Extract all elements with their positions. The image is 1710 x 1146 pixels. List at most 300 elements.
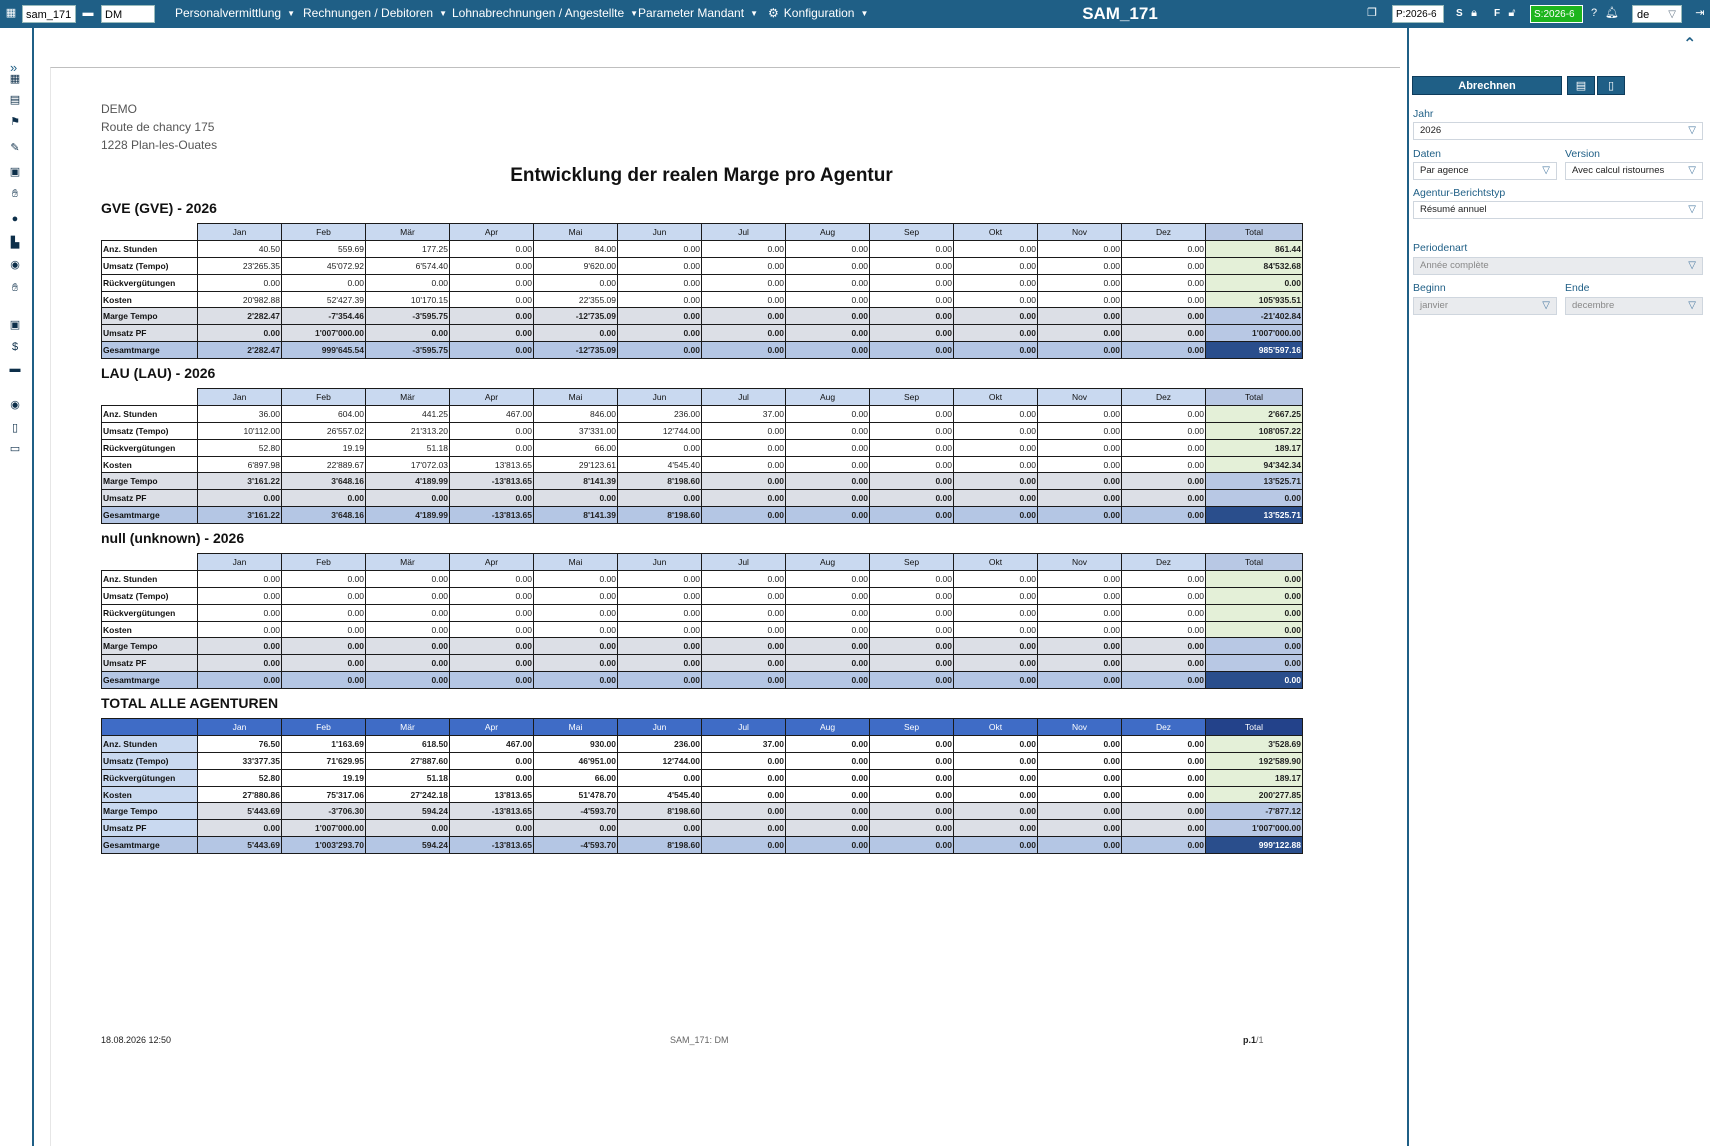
month-header: Mai bbox=[534, 554, 618, 571]
collapse-up-icon[interactable]: ⌃ bbox=[1683, 36, 1697, 53]
value-cell: 0.00 bbox=[1038, 638, 1122, 655]
value-cell: 0.00 bbox=[870, 769, 954, 786]
value-cell: 0.00 bbox=[786, 325, 870, 342]
value-cell: 0.00 bbox=[870, 490, 954, 507]
value-cell: 10'170.15 bbox=[366, 291, 450, 308]
value-cell: 36.00 bbox=[198, 405, 282, 422]
value-cell: 0.00 bbox=[870, 820, 954, 837]
value-cell: 0.00 bbox=[450, 240, 534, 257]
month-header: Feb bbox=[282, 554, 366, 571]
menu-parameter-mandant[interactable]: Parameter Mandant ▼ bbox=[638, 0, 758, 28]
pencil-icon[interactable]: ✎ bbox=[10, 142, 20, 154]
value-cell: 0.00 bbox=[1122, 490, 1206, 507]
berichtstyp-select[interactable]: Résumé annuel ▽ bbox=[1413, 201, 1703, 219]
value-cell: 37.00 bbox=[702, 735, 786, 752]
value-cell: 0.00 bbox=[450, 638, 534, 655]
value-cell: 22'889.67 bbox=[282, 456, 366, 473]
value-cell: 51'478.70 bbox=[534, 786, 618, 803]
value-cell: 4'545.40 bbox=[618, 786, 702, 803]
value-cell: 0.00 bbox=[870, 604, 954, 621]
value-cell: 0.00 bbox=[786, 291, 870, 308]
value-cell: 0.00 bbox=[786, 240, 870, 257]
table-row bbox=[102, 786, 1303, 803]
file-export-button[interactable] bbox=[1597, 76, 1625, 95]
calendar-icon[interactable]: ▤ bbox=[9, 94, 21, 106]
value-cell: 0.00 bbox=[702, 604, 786, 621]
month-header: Dez bbox=[1122, 719, 1206, 736]
value-cell: 0.00 bbox=[1038, 325, 1122, 342]
value-cell: 0.00 bbox=[366, 638, 450, 655]
row-label: Gesamtmarge bbox=[102, 672, 198, 689]
value-cell: 0.00 bbox=[1038, 405, 1122, 422]
value-cell: -3'706.30 bbox=[282, 803, 366, 820]
month-header: Nov bbox=[1038, 389, 1122, 406]
company-name: DEMO bbox=[101, 102, 137, 116]
value-cell: 0.00 bbox=[534, 587, 618, 604]
document-icon[interactable]: ▯ bbox=[11, 422, 19, 434]
value-cell: 0.00 bbox=[1038, 291, 1122, 308]
id-card-icon[interactable]: ▣ bbox=[9, 166, 21, 178]
table-row bbox=[102, 752, 1303, 769]
value-cell: 13'813.65 bbox=[450, 786, 534, 803]
value-cell: 0.00 bbox=[618, 621, 702, 638]
footer-center: SAM_171: DM bbox=[670, 1035, 729, 1045]
value-cell: 0.00 bbox=[702, 257, 786, 274]
value-cell: 0.00 bbox=[366, 604, 450, 621]
value-cell: 0.00 bbox=[1122, 325, 1206, 342]
value-cell: 0.00 bbox=[366, 274, 450, 291]
month-header: Jun bbox=[618, 554, 702, 571]
value-cell: 0.00 bbox=[702, 240, 786, 257]
value-cell: 0.00 bbox=[870, 325, 954, 342]
value-cell: 0.00 bbox=[366, 490, 450, 507]
row-label: Kosten bbox=[102, 291, 198, 308]
month-header: Mai bbox=[534, 224, 618, 241]
table-row bbox=[102, 587, 1303, 604]
value-cell: 0.00 bbox=[786, 342, 870, 359]
value-cell: 0.00 bbox=[702, 655, 786, 672]
month-header: Nov bbox=[1038, 224, 1122, 241]
value-cell: 0.00 bbox=[870, 405, 954, 422]
value-cell: 0.00 bbox=[786, 405, 870, 422]
total-cell: 999'122.88 bbox=[1206, 837, 1303, 854]
value-cell: 0.00 bbox=[870, 291, 954, 308]
value-cell: 0.00 bbox=[954, 291, 1038, 308]
table-row bbox=[102, 291, 1303, 308]
month-header: Mai bbox=[534, 719, 618, 736]
month-header: Dez bbox=[1122, 224, 1206, 241]
value-cell: 0.00 bbox=[702, 638, 786, 655]
user-input[interactable]: DM bbox=[101, 5, 155, 23]
menu-personalvermittlung[interactable]: Personalvermittlung ▼ bbox=[175, 0, 295, 28]
chevron-down-icon: ▽ bbox=[1688, 300, 1696, 311]
value-cell: 0.00 bbox=[366, 587, 450, 604]
value-cell: 0.00 bbox=[1122, 570, 1206, 587]
value-cell: 66.00 bbox=[534, 769, 618, 786]
value-cell: 51.18 bbox=[366, 769, 450, 786]
table-row bbox=[102, 405, 1303, 422]
header-corner bbox=[102, 389, 198, 406]
value-cell: -13'813.65 bbox=[450, 507, 534, 524]
total-cell: 0.00 bbox=[1206, 274, 1303, 291]
total-cell: 861.44 bbox=[1206, 240, 1303, 257]
total-cell: 0.00 bbox=[1206, 621, 1303, 638]
calculator-icon[interactable]: ▦ bbox=[5, 7, 17, 19]
dollar-icon[interactable]: $ bbox=[11, 341, 19, 353]
value-cell: 0.00 bbox=[702, 672, 786, 689]
abrechnen-button[interactable]: Abrechnen bbox=[1412, 76, 1562, 95]
expand-icon[interactable]: » bbox=[10, 60, 18, 75]
row-label: Anz. Stunden bbox=[102, 735, 198, 752]
row-label: Umsatz PF bbox=[102, 490, 198, 507]
total-cell: 0.00 bbox=[1206, 587, 1303, 604]
value-cell: 0.00 bbox=[1038, 342, 1122, 359]
value-cell: 999'645.54 bbox=[282, 342, 366, 359]
value-cell: 0.00 bbox=[786, 422, 870, 439]
month-header: Mär bbox=[366, 554, 450, 571]
header-corner bbox=[102, 224, 198, 241]
total-cell: 13'525.71 bbox=[1206, 507, 1303, 524]
row-label: Gesamtmarge bbox=[102, 342, 198, 359]
value-cell: 0.00 bbox=[1038, 439, 1122, 456]
total-cell: 0.00 bbox=[1206, 672, 1303, 689]
language-select[interactable]: de ▽ bbox=[1632, 5, 1682, 23]
total-cell: 189.17 bbox=[1206, 769, 1303, 786]
value-cell: 0.00 bbox=[870, 439, 954, 456]
value-cell: 0.00 bbox=[198, 490, 282, 507]
value-cell: 0.00 bbox=[786, 604, 870, 621]
value-cell: 5'443.69 bbox=[198, 837, 282, 854]
row-label: Umsatz PF bbox=[102, 655, 198, 672]
value-cell: 0.00 bbox=[1038, 655, 1122, 672]
value-cell: 0.00 bbox=[1122, 587, 1206, 604]
value-cell: 0.00 bbox=[954, 439, 1038, 456]
value-cell: 0.00 bbox=[1122, 786, 1206, 803]
company-address bbox=[101, 100, 217, 154]
value-cell: 0.00 bbox=[786, 672, 870, 689]
chevron-down-icon: ▼ bbox=[630, 9, 639, 18]
value-cell: 0.00 bbox=[954, 456, 1038, 473]
value-cell: 0.00 bbox=[702, 342, 786, 359]
value-cell: 0.00 bbox=[450, 342, 534, 359]
table-row bbox=[102, 342, 1303, 359]
value-cell: 46'951.00 bbox=[534, 752, 618, 769]
value-cell: 52.80 bbox=[198, 439, 282, 456]
value-cell: 0.00 bbox=[450, 752, 534, 769]
value-cell: 0.00 bbox=[366, 621, 450, 638]
unlock-icon[interactable]: 🔓︎ bbox=[1508, 7, 1516, 19]
value-cell: 0.00 bbox=[450, 274, 534, 291]
value-cell: 0.00 bbox=[702, 308, 786, 325]
table-row bbox=[102, 621, 1303, 638]
value-cell: 0.00 bbox=[450, 291, 534, 308]
value-cell: 0.00 bbox=[618, 257, 702, 274]
total-cell: 3'528.69 bbox=[1206, 735, 1303, 752]
month-header: Dez bbox=[1122, 554, 1206, 571]
value-cell: 0.00 bbox=[1122, 655, 1206, 672]
month-header: Okt bbox=[954, 554, 1038, 571]
version-label: Version bbox=[1565, 148, 1601, 160]
chevron-down-icon: ▼ bbox=[439, 9, 448, 18]
total-cell: 0.00 bbox=[1206, 655, 1303, 672]
value-cell: 467.00 bbox=[450, 405, 534, 422]
month-header: Nov bbox=[1038, 554, 1122, 571]
period-p-field[interactable]: P:2026-6 bbox=[1392, 5, 1444, 23]
left-sidebar bbox=[0, 28, 34, 1146]
help-icon[interactable]: ? bbox=[1590, 7, 1598, 19]
value-cell: 559.69 bbox=[282, 240, 366, 257]
month-header: Jun bbox=[618, 719, 702, 736]
value-cell: -13'813.65 bbox=[450, 803, 534, 820]
value-cell: 0.00 bbox=[1122, 473, 1206, 490]
value-cell: 0.00 bbox=[954, 604, 1038, 621]
row-label: Marge Tempo bbox=[102, 473, 198, 490]
value-cell: -12'735.09 bbox=[534, 342, 618, 359]
windows-icon[interactable]: ❐ bbox=[1367, 7, 1377, 19]
month-header: Jan bbox=[198, 554, 282, 571]
value-cell: 0.00 bbox=[534, 274, 618, 291]
month-header: Apr bbox=[450, 389, 534, 406]
wallet-icon[interactable]: ▬ bbox=[9, 363, 21, 375]
value-cell: 0.00 bbox=[870, 257, 954, 274]
section-title: LAU (LAU) - 2026 bbox=[101, 365, 216, 381]
value-cell: 0.00 bbox=[870, 570, 954, 587]
table-row bbox=[102, 240, 1303, 257]
value-cell: 0.00 bbox=[198, 570, 282, 587]
month-header: Jan bbox=[198, 719, 282, 736]
value-cell: 0.00 bbox=[702, 837, 786, 854]
value-cell: 930.00 bbox=[534, 735, 618, 752]
value-cell: 594.24 bbox=[366, 803, 450, 820]
value-cell: 0.00 bbox=[198, 672, 282, 689]
value-cell: 20'982.88 bbox=[198, 291, 282, 308]
hand-money-icon[interactable]: ✋︎ bbox=[11, 188, 19, 200]
value-cell: 0.00 bbox=[870, 456, 954, 473]
value-cell: 0.00 bbox=[618, 672, 702, 689]
total-cell: -21'402.84 bbox=[1206, 308, 1303, 325]
value-cell: 0.00 bbox=[618, 604, 702, 621]
menu-konfiguration[interactable]: ⚙ Konfiguration ▼ bbox=[768, 0, 868, 28]
table-row bbox=[102, 604, 1303, 621]
value-cell: 0.00 bbox=[618, 342, 702, 359]
month-header: Sep bbox=[870, 719, 954, 736]
value-cell: 0.00 bbox=[702, 507, 786, 524]
value-cell: 0.00 bbox=[1122, 291, 1206, 308]
value-cell: 0.00 bbox=[870, 473, 954, 490]
total-cell: 108'057.22 bbox=[1206, 422, 1303, 439]
value-cell: 19.19 bbox=[282, 439, 366, 456]
month-header: Mär bbox=[366, 224, 450, 241]
value-cell: 0.00 bbox=[534, 672, 618, 689]
value-cell: 0.00 bbox=[870, 672, 954, 689]
value-cell: 0.00 bbox=[954, 820, 1038, 837]
month-header: Apr bbox=[450, 719, 534, 736]
value-cell: 1'003'293.70 bbox=[282, 837, 366, 854]
value-cell: 0.00 bbox=[1038, 735, 1122, 752]
total-cell: 13'525.71 bbox=[1206, 473, 1303, 490]
table-header-row bbox=[102, 719, 1303, 736]
value-cell: 0.00 bbox=[702, 274, 786, 291]
value-cell: 0.00 bbox=[1122, 274, 1206, 291]
value-cell: 0.00 bbox=[954, 752, 1038, 769]
total-cell: 84'532.68 bbox=[1206, 257, 1303, 274]
pdf-export-button[interactable] bbox=[1567, 76, 1595, 95]
value-cell: 0.00 bbox=[1122, 405, 1206, 422]
logout-icon[interactable]: ⇥ bbox=[1695, 7, 1705, 19]
value-cell: 37.00 bbox=[702, 405, 786, 422]
value-cell: 0.00 bbox=[450, 570, 534, 587]
value-cell: 0.00 bbox=[1122, 769, 1206, 786]
row-label: Kosten bbox=[102, 786, 198, 803]
total-cell: 192'589.90 bbox=[1206, 752, 1303, 769]
total-header: Total bbox=[1206, 554, 1303, 571]
value-cell: 0.00 bbox=[954, 735, 1038, 752]
value-cell: 0.00 bbox=[618, 325, 702, 342]
daten-select[interactable]: Par agence ▽ bbox=[1413, 162, 1557, 180]
value-cell: 84.00 bbox=[534, 240, 618, 257]
menu-rechnungen[interactable]: Rechnungen / Debitoren ▼ bbox=[303, 0, 447, 28]
value-cell: 0.00 bbox=[870, 422, 954, 439]
value-cell: 0.00 bbox=[786, 456, 870, 473]
value-cell: 0.00 bbox=[954, 621, 1038, 638]
value-cell: 0.00 bbox=[282, 274, 366, 291]
lock-icon[interactable]: 🔒︎ bbox=[1471, 7, 1477, 19]
value-cell: 0.00 bbox=[450, 308, 534, 325]
agency-table bbox=[101, 223, 1303, 359]
value-cell: 1'007'000.00 bbox=[282, 325, 366, 342]
value-cell: 0.00 bbox=[786, 621, 870, 638]
month-header: Jun bbox=[618, 224, 702, 241]
value-cell: 3'648.16 bbox=[282, 507, 366, 524]
value-cell: 0.00 bbox=[786, 803, 870, 820]
value-cell: 0.00 bbox=[198, 274, 282, 291]
value-cell: 0.00 bbox=[1122, 672, 1206, 689]
row-label: Rückvergütungen bbox=[102, 769, 198, 786]
user-settings-icon[interactable]: ◉ bbox=[10, 399, 20, 411]
month-header: Nov bbox=[1038, 719, 1122, 736]
value-cell: 0.00 bbox=[786, 507, 870, 524]
value-cell: 0.00 bbox=[786, 439, 870, 456]
month-header: Feb bbox=[282, 389, 366, 406]
agency-table bbox=[101, 553, 1303, 689]
folder-icon[interactable]: ▬ bbox=[82, 7, 94, 19]
label-f: F bbox=[1494, 8, 1501, 19]
value-cell: 0.00 bbox=[198, 820, 282, 837]
value-cell: 0.00 bbox=[954, 342, 1038, 359]
value-cell: 2'282.47 bbox=[198, 308, 282, 325]
beginn-label: Beginn bbox=[1413, 282, 1446, 294]
value-cell: 0.00 bbox=[282, 570, 366, 587]
company-input[interactable]: sam_171 bbox=[22, 5, 76, 23]
user-icon[interactable]: ● bbox=[11, 213, 19, 225]
month-header: Jul bbox=[702, 224, 786, 241]
chevron-down-icon: ▽ bbox=[1688, 204, 1696, 215]
month-header: Feb bbox=[282, 224, 366, 241]
flag-icon[interactable]: ⚑ bbox=[10, 116, 20, 128]
header-corner bbox=[102, 554, 198, 571]
month-header: Sep bbox=[870, 389, 954, 406]
value-cell: 0.00 bbox=[870, 342, 954, 359]
value-cell: 0.00 bbox=[702, 786, 786, 803]
value-cell: 0.00 bbox=[198, 587, 282, 604]
table-row bbox=[102, 769, 1303, 786]
value-cell: 0.00 bbox=[1122, 308, 1206, 325]
label-s: S bbox=[1456, 8, 1463, 19]
value-cell: 0.00 bbox=[1122, 820, 1206, 837]
value-cell: 40.50 bbox=[198, 240, 282, 257]
value-cell: 0.00 bbox=[1038, 257, 1122, 274]
hand-coin-icon[interactable]: ✋︎ bbox=[11, 282, 19, 294]
value-cell: 0.00 bbox=[702, 621, 786, 638]
calculator-icon[interactable]: ▦ bbox=[9, 73, 21, 85]
row-label: Umsatz PF bbox=[102, 820, 198, 837]
value-cell: 29'123.61 bbox=[534, 456, 618, 473]
menu-lohnabrechnungen[interactable]: Lohnabrechnungen / Angestellte ▼ bbox=[452, 0, 638, 28]
month-header: Aug bbox=[786, 224, 870, 241]
file-icon: ▯ bbox=[1607, 80, 1615, 92]
value-cell: 0.00 bbox=[954, 638, 1038, 655]
jahr-select[interactable]: 2026 ▽ bbox=[1413, 122, 1703, 140]
value-cell: 0.00 bbox=[870, 274, 954, 291]
value-cell: 0.00 bbox=[1038, 672, 1122, 689]
value-cell: 8'198.60 bbox=[618, 837, 702, 854]
value-cell: 0.00 bbox=[786, 490, 870, 507]
value-cell: 0.00 bbox=[954, 422, 1038, 439]
value-cell: 51.18 bbox=[366, 439, 450, 456]
periodenart-label: Periodenart bbox=[1413, 242, 1468, 254]
period-s-badge[interactable]: S:2026-6 bbox=[1530, 5, 1583, 23]
table-row bbox=[102, 308, 1303, 325]
settings-icon: ⚙ bbox=[768, 6, 779, 20]
value-cell: 0.00 bbox=[534, 621, 618, 638]
value-cell: 0.00 bbox=[618, 587, 702, 604]
total-cell: 94'342.34 bbox=[1206, 456, 1303, 473]
top-bar bbox=[0, 0, 1710, 28]
total-header: Total bbox=[1206, 224, 1303, 241]
value-cell: 0.00 bbox=[954, 672, 1038, 689]
value-cell: 37'331.00 bbox=[534, 422, 618, 439]
value-cell: 0.00 bbox=[954, 405, 1038, 422]
footer-page: p.1/1 bbox=[1243, 1035, 1264, 1045]
value-cell: 0.00 bbox=[786, 638, 870, 655]
total-cell: 200'277.85 bbox=[1206, 786, 1303, 803]
value-cell: 0.00 bbox=[702, 587, 786, 604]
bell-icon[interactable]: 🔔︎ bbox=[1605, 7, 1619, 19]
value-cell: 0.00 bbox=[1038, 473, 1122, 490]
value-cell: 0.00 bbox=[534, 570, 618, 587]
id-badge-icon[interactable]: ▣ bbox=[9, 319, 21, 331]
value-cell: 52.80 bbox=[198, 769, 282, 786]
archive-icon[interactable]: ▭ bbox=[9, 443, 21, 455]
table-row bbox=[102, 735, 1303, 752]
user-gear-icon[interactable]: ◉ bbox=[10, 259, 20, 271]
file-pdf-icon: ▤ bbox=[1575, 80, 1587, 92]
version-select[interactable]: Avec calcul ristournes ▽ bbox=[1565, 162, 1703, 180]
value-cell: 0.00 bbox=[1038, 587, 1122, 604]
month-header: Sep bbox=[870, 554, 954, 571]
value-cell: 0.00 bbox=[366, 820, 450, 837]
company-city: 1228 Plan-les-Ouates bbox=[101, 138, 218, 152]
value-cell: 6'897.98 bbox=[198, 456, 282, 473]
value-cell: 0.00 bbox=[786, 769, 870, 786]
value-cell: 0.00 bbox=[618, 638, 702, 655]
value-cell: 23'265.35 bbox=[198, 257, 282, 274]
table-row bbox=[102, 638, 1303, 655]
table-row bbox=[102, 837, 1303, 854]
value-cell: 26'557.02 bbox=[282, 422, 366, 439]
building-icon[interactable]: ▙ bbox=[10, 237, 20, 249]
value-cell: 0.00 bbox=[786, 308, 870, 325]
